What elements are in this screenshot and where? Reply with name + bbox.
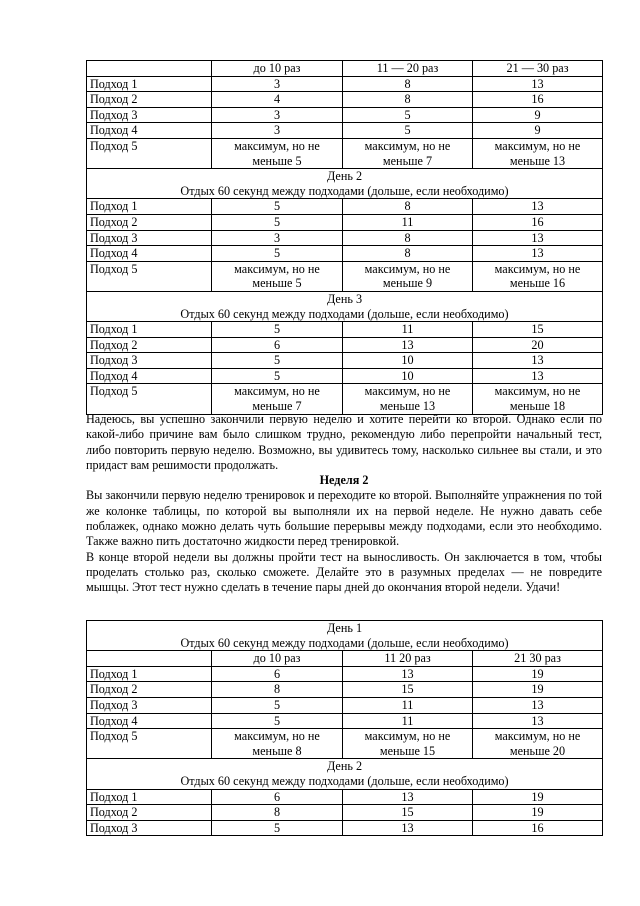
table-row: [87, 820, 603, 836]
row-label: Подход 2: [87, 92, 212, 108]
day-title: День 2: [326, 759, 363, 774]
cell-line: максимум, но не: [234, 384, 320, 399]
table-row: [87, 789, 603, 805]
table-cell: 10: [343, 353, 473, 369]
table-cell: 5: [343, 123, 473, 139]
table-cell: 15: [343, 682, 473, 698]
table-row: [87, 322, 603, 338]
row-label: Подход 5: [87, 384, 212, 414]
header-cell: 11 20 раз: [343, 651, 473, 667]
cell-line: меньше 15: [379, 743, 436, 758]
table-cell: 11: [343, 322, 473, 338]
cell-line: меньше 20: [509, 743, 566, 758]
table-cell: [343, 138, 473, 168]
table-cell: 5: [212, 246, 343, 262]
day-title: День 3: [326, 291, 363, 306]
table-row: [87, 368, 603, 384]
week2-heading: Неделя 2: [319, 473, 369, 488]
table-row: [87, 199, 603, 215]
header-cell: [87, 61, 212, 77]
day-heading-row: [87, 169, 603, 199]
table-cell: 20: [473, 337, 603, 353]
table-cell: [343, 729, 473, 759]
row-label: Подход 3: [87, 820, 212, 836]
table-row: [87, 123, 603, 139]
header-cell: 21 — 30 раз: [473, 61, 603, 77]
cell-line: максимум, но не: [364, 729, 451, 744]
cell-line: меньше 5: [252, 153, 302, 168]
day-heading-row: [87, 621, 603, 651]
table-cell: 16: [473, 214, 603, 230]
table-row: [87, 384, 603, 414]
row-label: Подход 4: [87, 368, 212, 384]
day2-rows: [87, 199, 603, 261]
table-cell: 11: [343, 713, 473, 729]
table-cell: 3: [212, 76, 343, 92]
table-cell: 8: [212, 805, 343, 821]
table-cell: 11: [343, 214, 473, 230]
day3-rows: [87, 322, 603, 384]
table-cell: 13: [473, 230, 603, 246]
day-heading-cell: [87, 621, 603, 651]
table-row: [87, 76, 603, 92]
table-cell: [343, 261, 473, 291]
table-cell: [343, 384, 473, 414]
week2-table-block: [86, 620, 602, 836]
row-label: Подход 4: [87, 713, 212, 729]
day1-rows: [87, 76, 603, 138]
cell-line: максимум, но не: [234, 729, 320, 744]
week2-day1-rows: [87, 666, 603, 728]
table-cell: 3: [212, 107, 343, 123]
body-text: [86, 412, 602, 596]
table-cell: 19: [473, 666, 603, 682]
table-cell: 5: [212, 820, 343, 836]
week1-table-block: [86, 60, 602, 415]
row-label: Подход 1: [87, 789, 212, 805]
table-cell: 9: [473, 107, 603, 123]
row-label: Подход 2: [87, 682, 212, 698]
day-heading-row: [87, 759, 603, 789]
table-row: [87, 230, 603, 246]
table-cell: 13: [343, 666, 473, 682]
table-cell: [473, 384, 603, 414]
table-header-row: [87, 61, 603, 77]
row-label: Подход 4: [87, 246, 212, 262]
table-cell: 13: [343, 789, 473, 805]
cell-line: меньше 5: [252, 276, 302, 291]
row-label: Подход 2: [87, 337, 212, 353]
row-label: Подход 1: [87, 199, 212, 215]
table-cell: [212, 138, 343, 168]
table-cell: 11: [343, 697, 473, 713]
cell-line: меньше 13: [379, 399, 436, 414]
table-row: [87, 682, 603, 698]
table-cell: 16: [473, 820, 603, 836]
day-heading-cell: [87, 291, 603, 321]
table-row: [87, 713, 603, 729]
table-cell: 8: [343, 92, 473, 108]
table-row: [87, 666, 603, 682]
table-row: [87, 92, 603, 108]
table-cell: 8: [212, 682, 343, 698]
cell-line: меньше 7: [382, 153, 433, 168]
day-title: День 1: [326, 621, 363, 635]
header-cell: 21 30 раз: [473, 651, 603, 667]
cell-line: максимум, но не: [364, 138, 451, 153]
table-cell: 6: [212, 666, 343, 682]
table-row: [87, 214, 603, 230]
cell-line: меньше 18: [509, 399, 566, 414]
row-label: Подход 2: [87, 805, 212, 821]
day-title: День 2: [326, 169, 363, 184]
row-label: Подход 3: [87, 697, 212, 713]
table-cell: [473, 729, 603, 759]
table-cell: 5: [212, 353, 343, 369]
table-cell: 13: [343, 337, 473, 353]
table-cell: 16: [473, 92, 603, 108]
table-row: [87, 337, 603, 353]
table-cell: [212, 729, 343, 759]
table-row: [87, 107, 603, 123]
cell-line: максимум, но не: [494, 138, 581, 153]
table-cell: 5: [212, 214, 343, 230]
table-cell: 13: [473, 697, 603, 713]
row-label: Подход 1: [87, 666, 212, 682]
table-cell: 5: [212, 697, 343, 713]
row-label: Подход 1: [87, 322, 212, 338]
cell-line: максимум, но не: [494, 729, 581, 744]
day-heading-row: [87, 291, 603, 321]
table-header-row: [87, 651, 603, 667]
table-cell: [212, 384, 343, 414]
table-cell: 9: [473, 123, 603, 139]
row-label: Подход 3: [87, 107, 212, 123]
table-cell: [212, 261, 343, 291]
table-cell: 3: [212, 230, 343, 246]
header-cell: 11 — 20 раз: [343, 61, 473, 77]
table-cell: 10: [343, 368, 473, 384]
cell-line: максимум, но не: [234, 138, 320, 153]
week2-day2-rows: [87, 789, 603, 836]
table-cell: 8: [343, 199, 473, 215]
paragraph-test: В конце второй недели вы должны пройти тест на выносливость. Он заключается в том, чтобы проделать столько раз, сколько сможете. Делайте это в разумных пределах — не повредите мышцы. Этот тест нужно сделать в течение пары дней до окончания второй недели. Удачи!: [86, 549, 602, 595]
row-label: Подход 1: [87, 76, 212, 92]
cell-line: максимум, но не: [494, 261, 581, 276]
table-cell: 4: [212, 92, 343, 108]
cell-line: меньше 9: [382, 276, 433, 291]
cell-line: максимум, но не: [494, 384, 581, 399]
paragraph-week2: Вы закончили первую неделю тренировок и переходите ко второй. Выполняйте упражнения по той же колонке таблицы, по которой вы выполняли их на первой неделе. Не нужно давать себе поблажек, однако можно делать чуть большие перерывы между подходами, если это необходимо. Также важно пить достаточно жидкости перед тренировкой.: [86, 488, 602, 549]
rest-note: Отдых 60 секунд между подходами (дольше, если необходимо): [180, 635, 509, 650]
table-cell: 13: [473, 713, 603, 729]
table-cell: 6: [212, 789, 343, 805]
table-row: [87, 261, 603, 291]
table-cell: 19: [473, 805, 603, 821]
table-cell: 19: [473, 789, 603, 805]
header-cell: до 10 раз: [212, 61, 343, 77]
table-cell: 13: [473, 199, 603, 215]
row-label: Подход 5: [87, 138, 212, 168]
table-row: [87, 246, 603, 262]
table-cell: 13: [473, 353, 603, 369]
table-cell: 8: [343, 230, 473, 246]
cell-line: максимум, но не: [234, 261, 320, 276]
table-cell: 5: [212, 713, 343, 729]
rest-note: Отдых 60 секунд между подходами (дольше, если необходимо): [180, 306, 509, 321]
row-label: Подход 5: [87, 261, 212, 291]
table-row: [87, 353, 603, 369]
day-heading-cell: [87, 759, 603, 789]
table-cell: 5: [343, 107, 473, 123]
rest-note: Отдых 60 секунд между подходами (дольше, если необходимо): [180, 773, 509, 788]
week1-table: [86, 60, 603, 415]
cell-line: меньше 16: [509, 276, 566, 291]
header-cell: [87, 651, 212, 667]
table-row: [87, 138, 603, 168]
row-label: Подход 3: [87, 230, 212, 246]
table-cell: 8: [343, 246, 473, 262]
table-cell: 6: [212, 337, 343, 353]
table-row: [87, 697, 603, 713]
table-cell: 19: [473, 682, 603, 698]
cell-line: максимум, но не: [364, 261, 451, 276]
rest-note: Отдых 60 секунд между подходами (дольше, если необходимо): [180, 183, 509, 198]
header-cell: до 10 раз: [212, 651, 343, 667]
table-cell: 5: [212, 199, 343, 215]
table-cell: [473, 261, 603, 291]
row-label: Подход 2: [87, 214, 212, 230]
cell-line: меньше 8: [252, 743, 302, 758]
table-cell: 15: [473, 322, 603, 338]
cell-line: меньше 7: [252, 399, 302, 414]
table-cell: 13: [343, 820, 473, 836]
table-cell: 13: [473, 76, 603, 92]
table-cell: [473, 138, 603, 168]
table-cell: 13: [473, 368, 603, 384]
row-label: Подход 4: [87, 123, 212, 139]
row-label: Подход 5: [87, 729, 212, 759]
table-cell: 5: [212, 368, 343, 384]
table-row: [87, 805, 603, 821]
table-cell: 8: [343, 76, 473, 92]
cell-line: меньше 13: [509, 153, 566, 168]
table-cell: 13: [473, 246, 603, 262]
table-cell: 3: [212, 123, 343, 139]
day-heading-cell: [87, 169, 603, 199]
week2-table: [86, 620, 603, 836]
table-cell: 15: [343, 805, 473, 821]
table-row: [87, 729, 603, 759]
table-cell: 5: [212, 322, 343, 338]
row-label: Подход 3: [87, 353, 212, 369]
paragraph-intro: Надеюсь, вы успешно закончили первую неделю и хотите перейти ко второй. Однако если по какой-либо причине вам было слишком трудно, рекомендую либо перепройти начальный тест, либо повторить первую неделю. Возможно, вы удивитесь тому, насколько сильнее вы стали, и это придаст вам решимости продолжать.: [86, 412, 602, 472]
cell-line: максимум, но не: [364, 384, 451, 399]
